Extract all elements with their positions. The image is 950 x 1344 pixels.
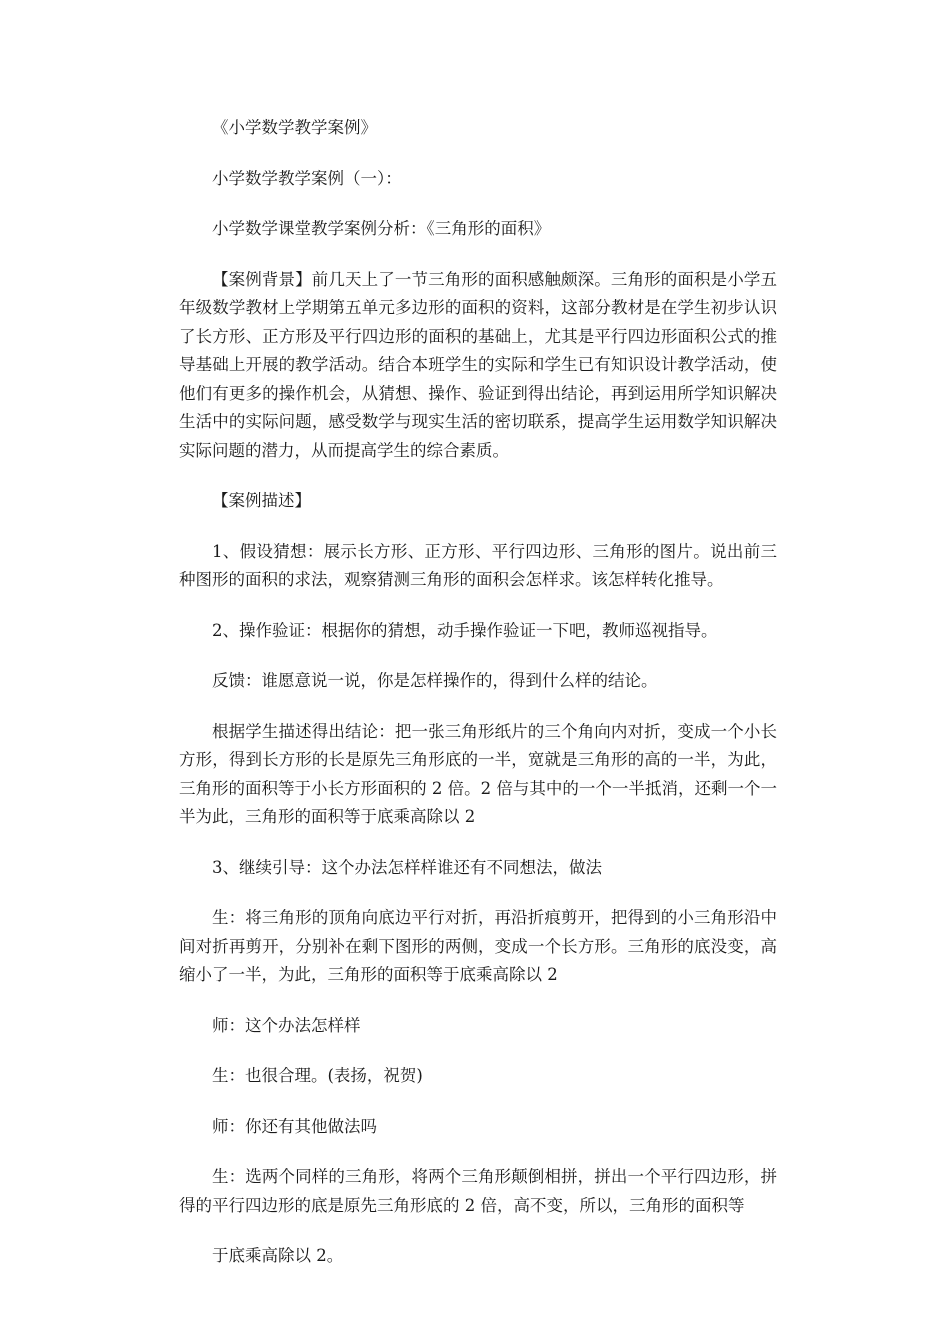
- paragraph-feedback: 反馈：谁愿意说一说，你是怎样操作的，得到什么样的结论。: [212, 671, 658, 690]
- paragraph-verification: 2、操作验证：根据你的猜想，动手操作验证一下吧，教师巡视指导。: [212, 620, 718, 640]
- analysis-title: 小学数学课堂教学案例分析：《三角形的面积》: [212, 219, 551, 238]
- document-title: 《小学数学教学案例》: [212, 118, 377, 137]
- paragraph-guidance: 3、继续引导：这个办法怎样样谁还有不同想法，做法: [212, 857, 602, 877]
- document-body: [179, 114, 777, 1293]
- background-text: 前几天上了一节三角形的面积感触颇深。三角形的面积是小学五年级数学教材上学期第五单元多边形的面积的资料，这部分教材是在学生初步认识了长方形、正方形及平行四边形的面积的基础上，尤其是平行四边形面积公式的推导基础上开展的教学活动。结合本班学生的实际和学生已有知识设计教学活动，使他们有更多的操作机会，从猜想、操作、验证到得出结论，再到运用所学知识解决生活中的实际问题，感受数学与现实生活的密切联系，提高学生运用数学知识解决实际问题的潜力，从而提高学生的综合素质。: [179, 269, 778, 460]
- paragraph-teacher-question-1: 师：这个办法怎样样: [212, 1015, 361, 1035]
- description-label: 【案例描述】: [212, 491, 311, 510]
- paragraph-final-line: 于底乘高除以 2。: [212, 1246, 344, 1265]
- paragraph-student-method-2: 生：选两个同样的三角形，将两个三角形颠倒相拼，拼出一个平行四边形，拼得的平行四边形的底是原先三角形底的 2 倍，高不变，所以，三角形的面积等: [179, 1167, 777, 1215]
- document-subtitle: 小学数学教学案例（一）：: [212, 168, 402, 188]
- paragraph-hypothesis: 1、假设猜想：展示长方形、正方形、平行四边形、三角形的图片。说出前三种图形的面积的求法，观察猜测三角形的面积会怎样求。该怎样转化推导。: [179, 541, 777, 589]
- paragraph-conclusion: 根据学生描述得出结论：把一张三角形纸片的三个角向内对折，变成一个小长方形，得到长方形的长是原先三角形底的一半，宽就是三角形的高的一半，为此，三角形的面积等于小长方形面积的 2 倍。2 倍与其中的一个一半抵消，还剩一个一半为此，三角形的面积等于底乘高除以 2: [179, 721, 777, 826]
- paragraph-teacher-question-2: 师：你还有其他做法吗: [212, 1116, 377, 1136]
- paragraph-student-reply: 生：也很合理。(表扬，祝贺): [212, 1066, 423, 1085]
- paragraph-student-method-1: 生：将三角形的顶角向底边平行对折，再沿折痕剪开，把得到的小三角形沿中间对折再剪开，分别补在剩下图形的两侧，变成一个长方形。三角形的底没变，高缩小了一半，为此，三角形的面积等于底乘高除以 2: [179, 908, 777, 984]
- background-label: 【案例背景】: [212, 269, 312, 289]
- background-paragraph: [179, 266, 777, 466]
